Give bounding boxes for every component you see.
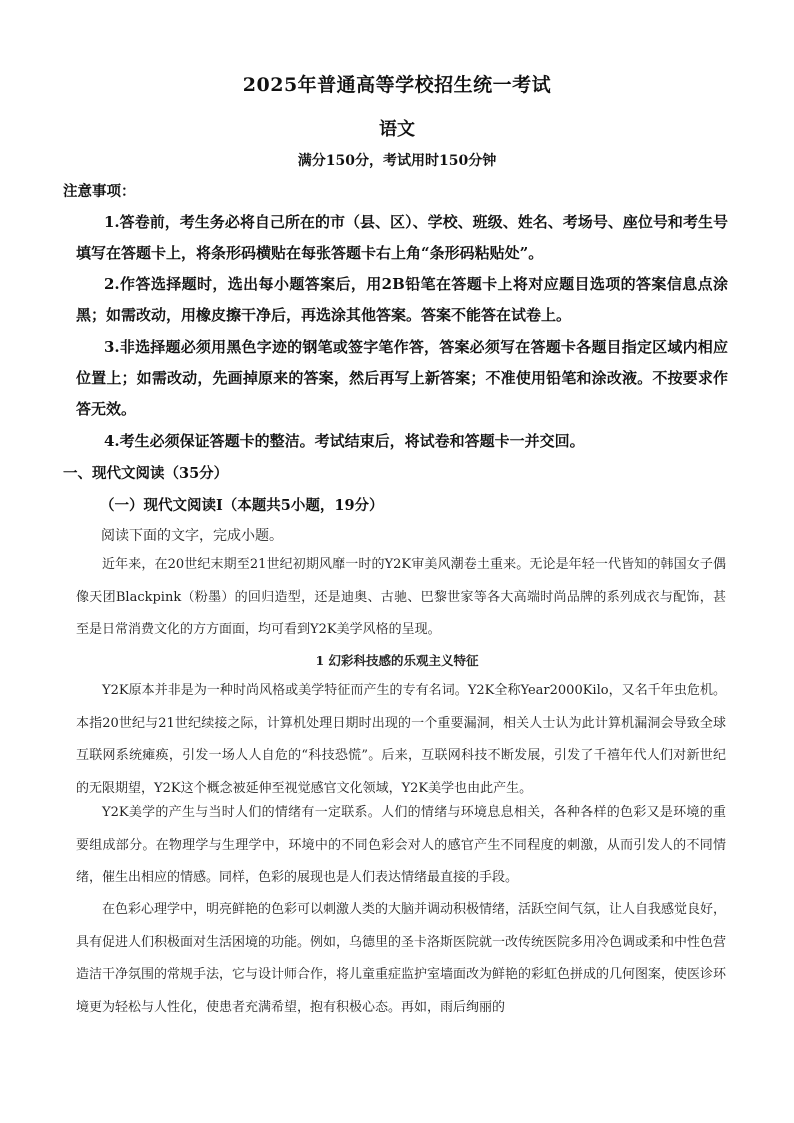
passage-paragraph-1: Y2K原本并非是为一种时尚风格或美学特征而产生的专有名词。Y2K全称Year2000Kilo，又名千年虫危机。本指20世纪与21世纪续接之际，计算机处理日期时出现的一个重要漏洞，相关人士认为此计算机漏洞会导致全球互联网系统瘫痪，引发一场人人自危的“科技恐慌”。后来，互联网科技不断发展，引发了千禧年代人们对新世纪的无限期望，Y2K这个概念被延伸至视觉感官文化领域，Y2K美学也由此产生。: [76, 683, 726, 796]
passage-paragraph-2: Y2K美学的产生与当时人们的情绪有一定联系。人们的情绪与环境息息相关，各种各样的色彩又是环境的重要组成部分。在物理学与生理学中，环境中的不同色彩会对人的感官产生不同程度的刺激，从而引发人的不同情绪，催生出相应的情感。同样，色彩的展现也是人们表达情绪最直接的手段。: [76, 805, 726, 886]
passage-paragraph-3: 在色彩心理学中，明亮鲜艳的色彩可以刺激人类的大脑并调动积极情绪，活跃空间气氛，让人自我感觉良好，具有促进人们积极面对生活困境的功能。例如，乌德里的圣卡洛斯医院就一改传统医院多用冷色调或柔和中性色营造洁干净氛围的常规手法，它与设计师合作，将儿童重症监护室墙面改为鲜艳的彩虹色拼成的几何图案，使医诊环境更为轻松与人性化，使患者充满希望，抱有积极心态。再如，雨后绚丽的: [76, 902, 727, 1015]
notice-item-4: 4.考生必须保证答题卡的整洁。考试结束后，将试卷和答题卡一并交回。: [104, 432, 585, 450]
reading-instruction: 阅读下面的文字，完成小题。: [101, 528, 283, 544]
notice-item-1: 1.答卷前，考生务必将自己所在的市（县、区）、学校、班级、姓名、考场号、座位号和考生号填写在答题卡上，将条形码横贴在每张答题卡右上角“条形码粘贴处”。: [76, 213, 728, 262]
notice-item-2: 2.作答选择题时，选出每小题答案后，用2B铅笔在答题卡上将对应题目选项的答案信息点涂黑；如需改动，用橡皮擦干净后，再选涂其他答案。答案不能答在试卷上。: [76, 275, 728, 324]
notice-item-3: 3.非选择题必须用黑色字迹的钢笔或签字笔作答，答案必须写在答题卡各题目指定区域内相应位置上；如需改动，先画掉原来的答案，然后再写上新答案；不准使用铅笔和涂改液。不按要求作答无效。: [76, 338, 728, 418]
passage-subheading: 1 幻彩科技感的乐观主义特征: [315, 653, 479, 668]
exam-title: 2025年普通高等学校招生统一考试: [242, 74, 552, 96]
subject-title: 语文: [379, 119, 415, 140]
score-time-line: 满分150分，考试用时150分钟: [297, 153, 497, 169]
passage-intro: 近年来，在20世纪末期至21世纪初期风靡一时的Y2K审美风潮卷土重来。无论是年轻一代皆知的韩国女子偶像天团Blackpink（粉墨）的回归造型，还是迪奥、古驰、巴黎世家等各大高端时尚品牌的系列成衣与配饰，甚至是日常消费文化的方方面面，均可看到Y2K美学风格的呈现。: [76, 557, 726, 638]
section-heading: 一、现代文阅读（35分）: [63, 465, 229, 482]
notice-heading: 注意事项：: [63, 183, 136, 200]
part-heading: （一）现代文阅读Ⅰ（本题共5小题，19分）: [100, 497, 384, 514]
